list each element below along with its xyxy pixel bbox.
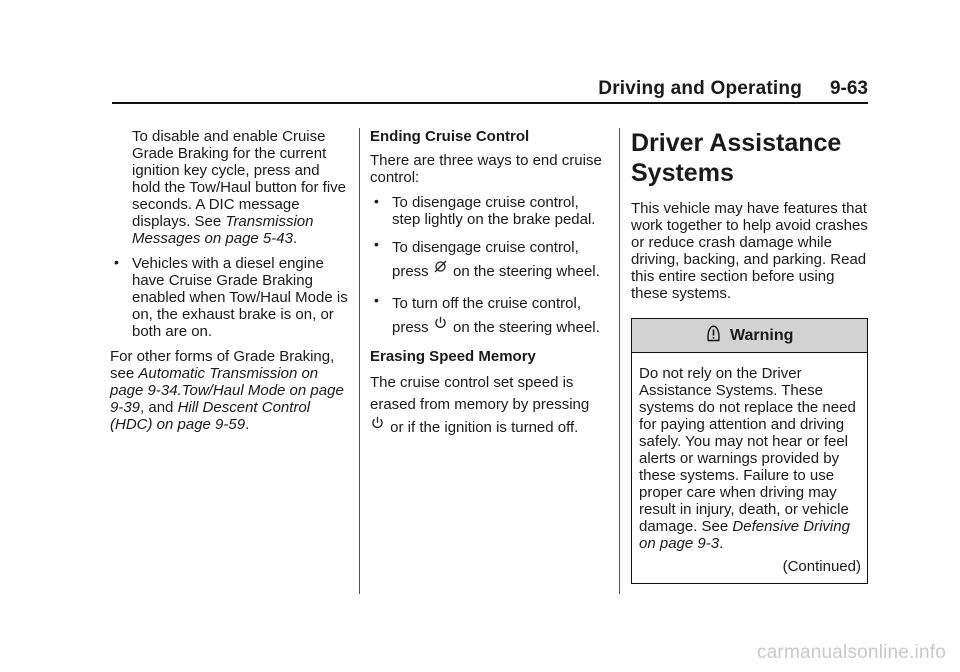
transmission-messages-link[interactable]: Transmission Messages on page 5-43: [132, 213, 314, 247]
list-item: • To disengage cruise control, step lightly on the brake pedal.: [374, 193, 596, 228]
cruise-onoff-icon: [371, 416, 384, 431]
other-grade-braking-paragraph: For other forms of Grade Braking, see Automatic Transmission on page 9-34.Tow/Haul Mode on page 9-39, and Hill Descent Control (HDC) on page 9-59.: [110, 348, 344, 433]
column-divider-2: [619, 128, 620, 594]
ending-cruise-heading: Ending Cruise Control: [370, 128, 530, 145]
driver-assistance-intro: This vehicle may have features that work together to help avoid crashes or reduce crash damage while driving, backing, and parking. Read this entire section before using these systems.: [631, 200, 868, 302]
warning-symbol-icon: [706, 327, 725, 344]
column-2: [370, 128, 605, 447]
cruise-cancel-icon: [434, 260, 447, 275]
erasing-memory-heading: Erasing Speed Memory: [370, 348, 536, 365]
cruise-onoff-icon: [434, 316, 447, 331]
ending-intro: There are three ways to end cruise control:: [370, 152, 602, 186]
driver-assistance-title: Driver Assistance Systems: [631, 129, 842, 187]
automatic-transmission-link[interactable]: Automatic Transmission on page 9-34.Tow/Haul Mode on page 9-39: [110, 365, 344, 416]
warning-header: [632, 319, 867, 353]
watermark-text: carmanualsonline.info: [756, 642, 946, 663]
bullet-icon: •: [374, 193, 379, 209]
page-number: 9-63: [829, 78, 868, 99]
bullet-icon: •: [374, 236, 379, 252]
column-divider-1: [359, 128, 360, 594]
warning-box: [631, 318, 868, 584]
hill-descent-control-link[interactable]: Hill Descent Control (HDC) on page 9-59: [110, 399, 311, 433]
column-3: [631, 128, 868, 584]
continued-label: (Continued): [782, 558, 861, 575]
section-title: Driving and Operating: [598, 78, 802, 99]
list-item: • Vehicles with a diesel engine have Cruise Grade Braking enabled when Tow/Haul Mode is on, the exhaust brake is on, or both are on.: [114, 254, 348, 340]
list-item: • To turn off the cruise control, press on the steering wheel.: [370, 292, 605, 340]
erasing-memory-paragraph: The cruise control set speed is erased from memory by pressing or if the ignition is turned off.: [370, 374, 590, 436]
list-item: • To disengage cruise control, press on the steering wheel.: [370, 236, 605, 284]
column-1: [110, 128, 350, 441]
cruise-grade-paragraph: To disable and enable Cruise Grade Braking for the current ignition key cycle, press and hold the Tow/Haul button for five seconds. A DIC message displays. See Transmission Messages on page 5-43.: [132, 128, 347, 247]
warning-text: Do not rely on the Driver Assistance Systems. These systems do not replace the need for paying attention and driving safely. You may not hear or feel alerts or warnings provided by these systems. Failure to use proper care when driving may result in injury, death, or vehicle damage. See Defensive Driving on page 9-3.: [639, 365, 856, 552]
warning-body: [632, 353, 867, 583]
bullet-icon: •: [114, 254, 119, 270]
defensive-driving-link[interactable]: Defensive Driving on page 9-3: [639, 518, 850, 552]
warning-label: Warning: [730, 327, 794, 344]
bullet-icon: •: [374, 292, 379, 308]
page-header: [112, 80, 868, 104]
